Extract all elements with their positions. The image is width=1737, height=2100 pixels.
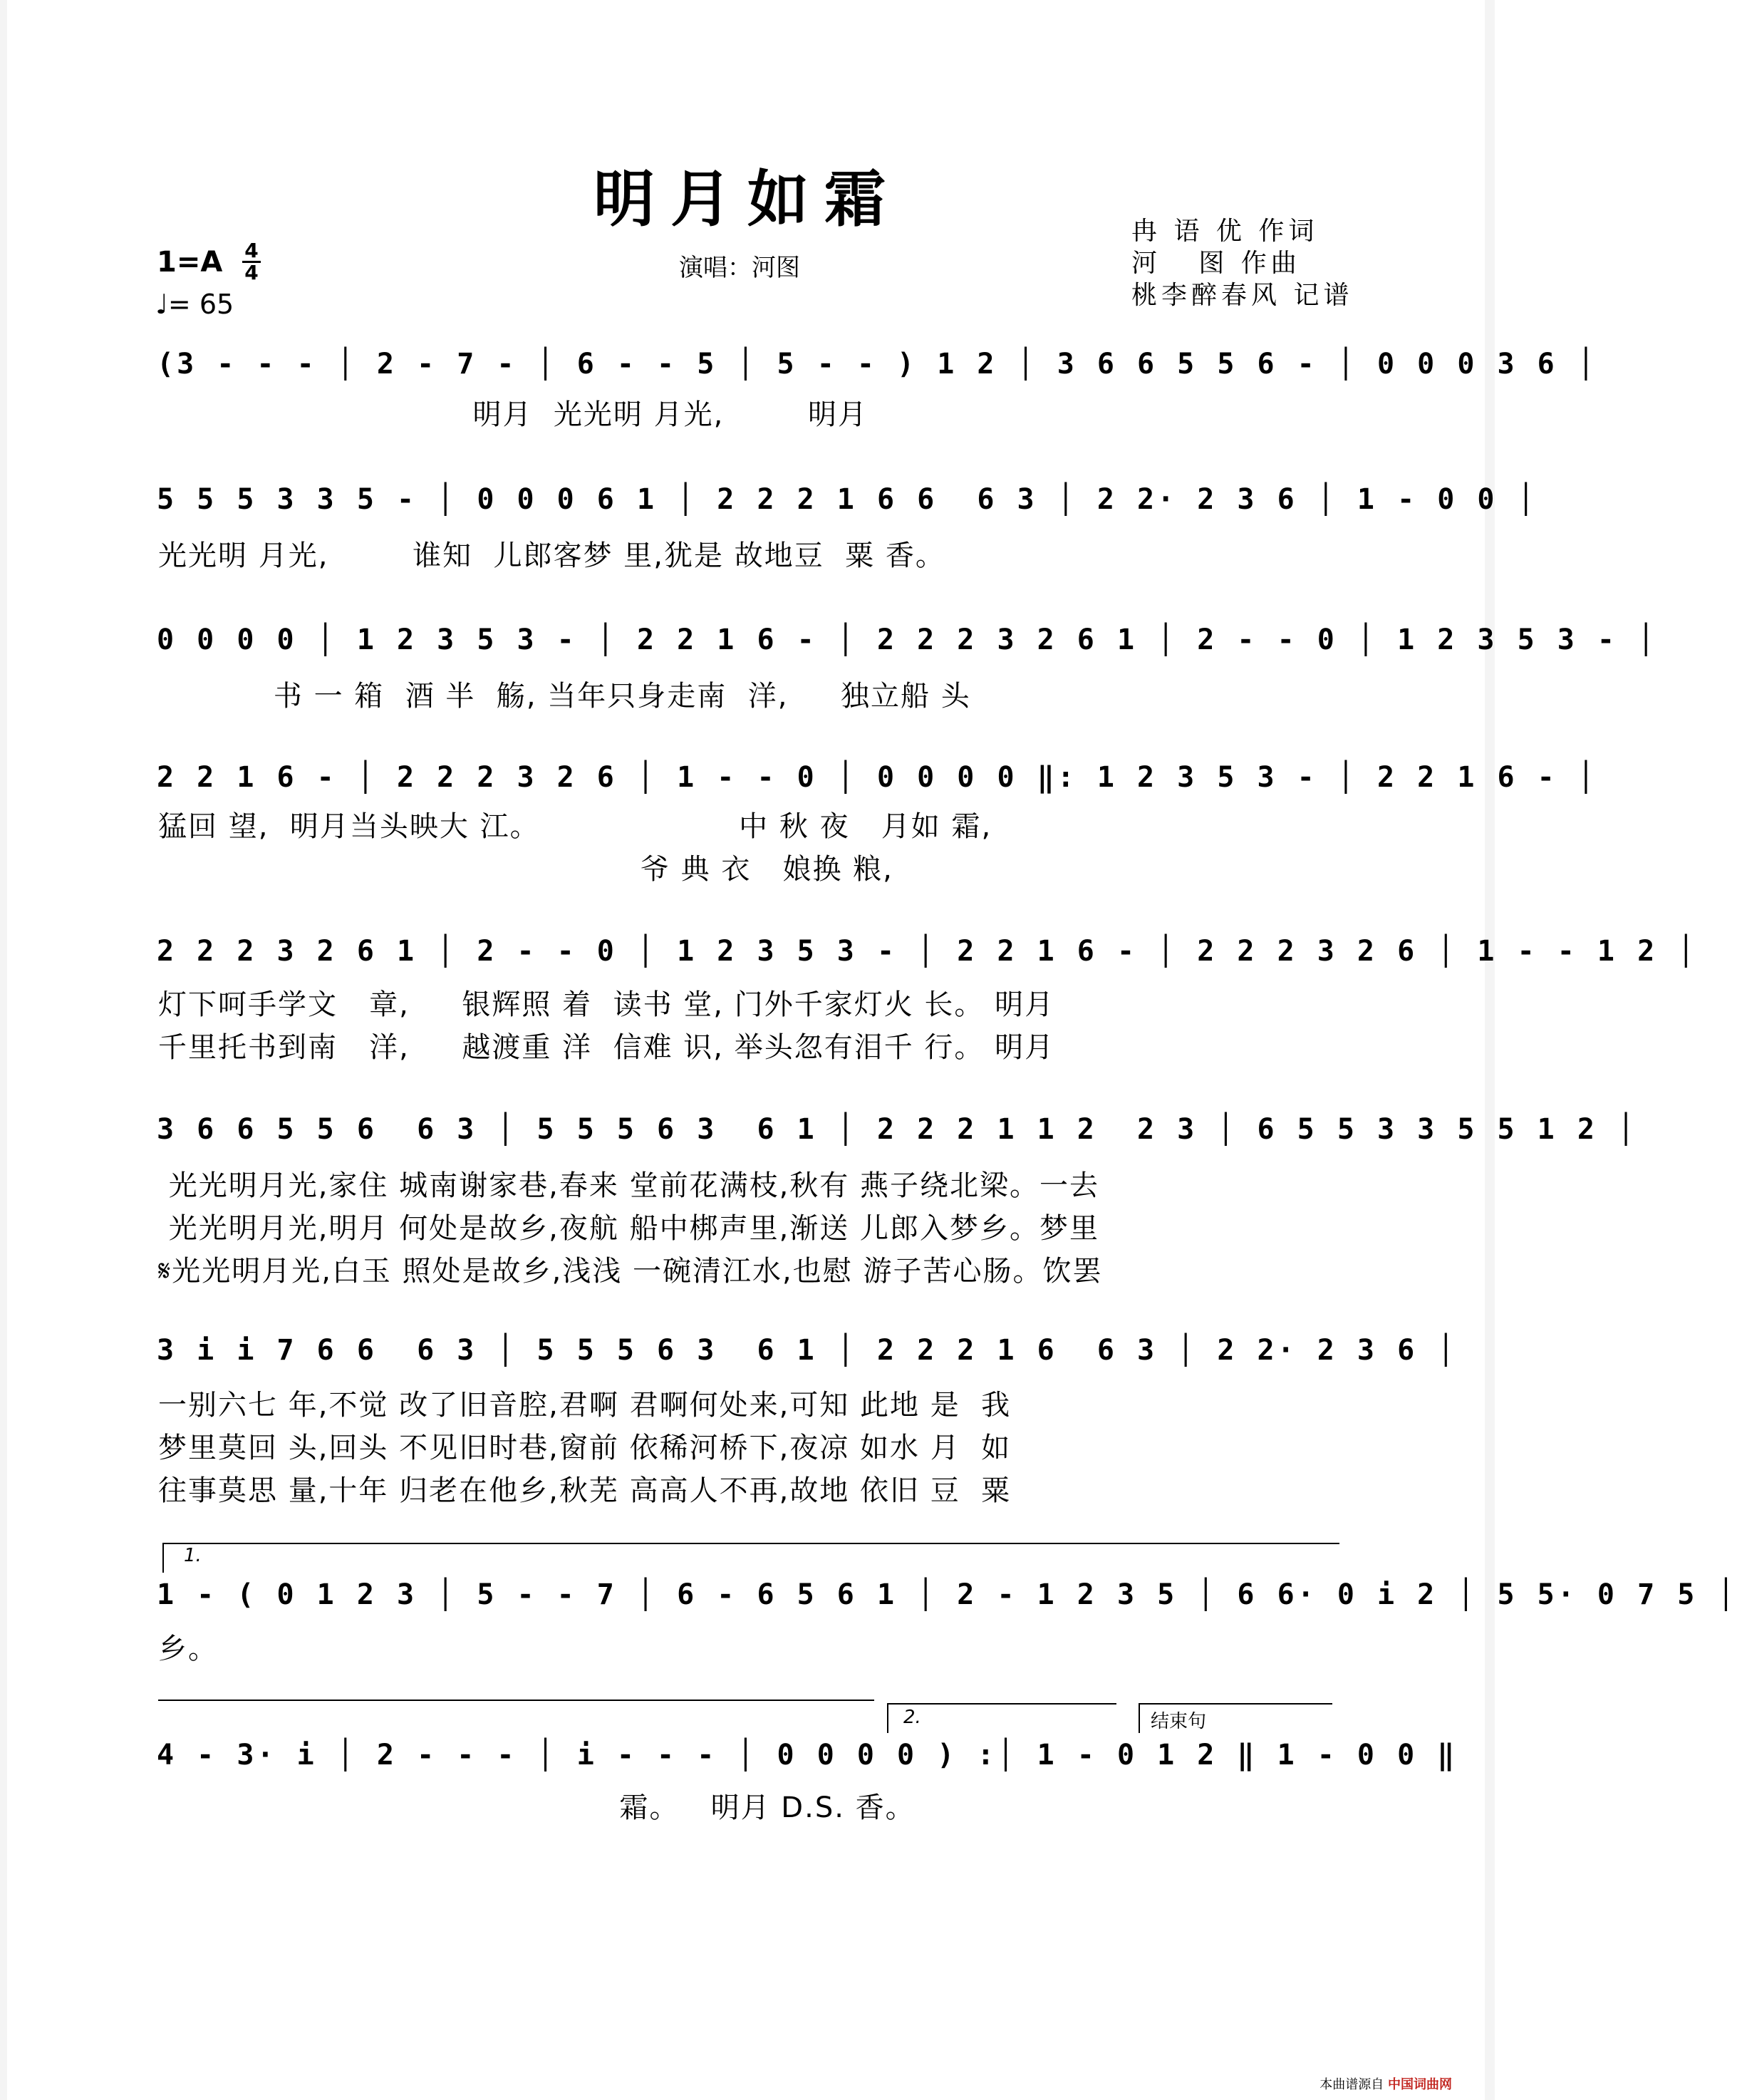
notation-line-4: 2 2 1 6 - │ 2 2 2 3 2 6 │ 1 - - 0 │ 0 0 0 0 ‖: 1 2 3 5 3 - │ 2 2 1 6 - │ bbox=[157, 761, 1597, 794]
volta-label-1: 1. bbox=[184, 1545, 202, 1566]
lyric-line-7c: 往事莫思 量,十年 归老在他乡,秋芜 高高人不再,故地 依旧 豆 粟 bbox=[158, 1474, 1012, 1507]
lyric-line-7b: 梦里莫回 头,回头 不见旧时巷,窗前 依稀河桥下,夜凉 如水 月 如 bbox=[158, 1432, 1012, 1464]
composer-credit: 河 图 作曲 bbox=[1131, 249, 1301, 278]
lyric-line-4b: 爷 典 衣 娘换 粮, bbox=[158, 853, 893, 886]
notation-line-9: 4 - 3· i │ 2 - - - │ i - - - │ 0 0 0 0 ) :│ 1 - 0 1 2 ‖ 1 - 0 0 ‖ bbox=[157, 1739, 1458, 1771]
time-top: 4 bbox=[244, 239, 259, 262]
notation-line-1: (3 - - - │ 2 - 7 - │ 6 - - 5 │ 5 - - ) 1 2 │ 3 6 6 5 5 6 - │ 0 0 0 3 6 │ bbox=[157, 348, 1597, 381]
singer-credit: 演唱：河图 bbox=[679, 254, 800, 282]
lyric-line-8: 乡。 bbox=[158, 1633, 218, 1665]
notation-line-3: 0 0 0 0 │ 1 2 3 5 3 - │ 2 2 1 6 - │ 2 2 2 3 2 6 1 │ 2 - - 0 │ 1 2 3 5 3 - │ bbox=[157, 624, 1658, 656]
time-signature bbox=[242, 241, 261, 283]
lyric-line-6b: 光光明月光,明月 何处是故乡,夜航 船中梆声里,渐送 儿郎入梦乡。梦里 bbox=[158, 1212, 1100, 1245]
notation-line-6: 3 6 6 5 5 6 6 3 │ 5 5 5 6 3 6 1 │ 2 2 2 1 1 2 2 3 │ 6 5 5 3 3 5 5 1 2 │ bbox=[157, 1113, 1638, 1146]
lyric-line-3: 书 一 箱 酒 半 觞, 当年只身走南 洋, 独立船 头 bbox=[158, 680, 971, 713]
lyric-line-5b: 千里托书到南 洋, 越渡重 洋 信难 识, 举头忽有泪千 行。 明月 bbox=[158, 1031, 1055, 1064]
transcriber-credit: 桃李醉春风 记谱 bbox=[1131, 281, 1354, 310]
source-footer bbox=[1319, 2074, 1452, 2093]
volta-label-2: 2. bbox=[903, 1707, 921, 1728]
lyric-line-5a: 灯下呵手学文 章, 银辉照 着 读书 堂, 门外千家灯火 长。 明月 bbox=[158, 988, 1055, 1021]
notation-line-2: 5 5 5 3 3 5 - │ 0 0 0 6 1 │ 2 2 2 1 6 6 6 3 │ 2 2· 2 3 6 │ 1 - 0 0 │ bbox=[157, 483, 1538, 516]
lyric-line-2: 光光明 月光, 谁知 儿郎客梦 里,犹是 故地豆 粟 香。 bbox=[158, 539, 945, 572]
lyric-line-1: 明月 光光明 月光, 明月 bbox=[158, 398, 868, 431]
notation-line-5: 2 2 2 3 2 6 1 │ 2 - - 0 │ 1 2 3 5 3 - │ 2 2 1 6 - │ 2 2 2 3 2 6 │ 1 - - 1 2 │ bbox=[157, 935, 1698, 968]
lyric-line-6c: 𝄋光光明月光,白玉 照处是故乡,浅浅 一碗清江水,也慰 游子苦心肠。饮罢 bbox=[158, 1255, 1103, 1288]
lyric-line-6a: 光光明月光,家住 城南谢家巷,春来 堂前花满枝,秋有 燕子绕北梁。一去 bbox=[158, 1169, 1100, 1202]
notation-line-8: 1 - ( 0 1 2 3 │ 5 - - 7 │ 6 - 6 5 6 1 │ 2 - 1 2 3 5 │ 6 6· 0 i 2 │ 5 5· 0 7 5 │ bbox=[157, 1578, 1737, 1611]
credits bbox=[1131, 215, 1353, 311]
volta-bracket-2 bbox=[887, 1703, 1116, 1733]
lyric-line-9: 霜。 明月 D.S. 香。 bbox=[158, 1791, 916, 1824]
staff-rule bbox=[158, 1700, 874, 1701]
volta-bracket-1 bbox=[162, 1543, 1339, 1573]
lyric-line-7a: 一别六七 年,不觉 改了旧音腔,君啊 君啊何处来,可知 此地 是 我 bbox=[158, 1389, 1012, 1422]
time-bottom: 4 bbox=[244, 261, 259, 284]
ending-label: 结束句 bbox=[1151, 1711, 1207, 1732]
footer-text: 本曲谱源自 bbox=[1319, 2077, 1384, 2092]
lyricist-credit: 冉 语 优 作词 bbox=[1131, 217, 1319, 246]
tempo-marking: ♩= 65 bbox=[155, 289, 234, 320]
lyric-line-4a: 猛回 望, 明月当头映大 江。 中 秋 夜 月如 霜, bbox=[158, 810, 992, 843]
left-margin-strip bbox=[0, 0, 7, 2100]
notation-line-7: 3 i i 7 6 6 6 3 │ 5 5 5 6 3 6 1 │ 2 2 2 1 6 6 3 │ 2 2· 2 3 6 │ bbox=[157, 1334, 1458, 1367]
song-title: 明月如霜 bbox=[593, 163, 901, 235]
key-signature: 1=A bbox=[157, 246, 223, 279]
right-margin-strip bbox=[1485, 0, 1495, 2100]
footer-brand[interactable]: 中国词曲网 bbox=[1388, 2077, 1452, 2092]
